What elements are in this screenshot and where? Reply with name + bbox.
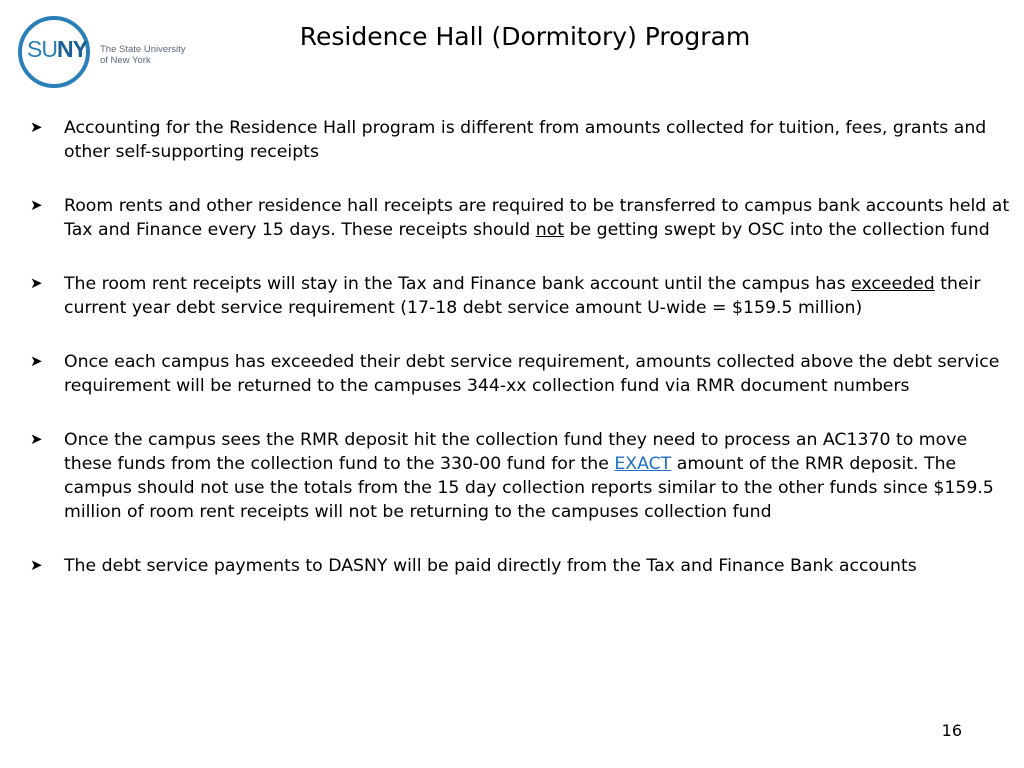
logo-subtitle-line1: The State University <box>100 44 186 55</box>
suny-logo <box>18 16 218 96</box>
arrow-bullet-icon: ➤ <box>30 352 43 370</box>
exact-link[interactable]: EXACT <box>614 454 672 474</box>
bullet-text: Accounting for the Residence Hall program is different from amounts collected for tuition, fees, grants and other self-supporting receipts <box>64 118 987 162</box>
logo-subtitle-line2: of New York <box>100 55 151 66</box>
bullet-item <box>30 116 1020 164</box>
underlined-word: exceeded <box>851 274 935 294</box>
bullet-item <box>30 194 1020 242</box>
bullet-text: amount of the RMR deposit. The campus should not use the totals from the 15 day collection reports similar to the other funds since $159.5 million of room rent receipts will not be returning to the campuses collection fund <box>64 454 994 522</box>
bullet-text: be getting swept by OSC into the collection fund <box>564 220 990 240</box>
slide-title: Residence Hall (Dormitory) Program <box>299 22 751 51</box>
bullet-item <box>30 350 1020 398</box>
arrow-bullet-icon: ➤ <box>30 196 43 214</box>
logo-mark-ny: NY <box>57 36 87 62</box>
arrow-bullet-icon: ➤ <box>30 430 43 448</box>
logo-mark <box>24 36 90 63</box>
bullet-text: The room rent receipts will stay in the Tax and Finance bank account until the campus has <box>64 274 852 294</box>
bullet-text: The debt service payments to DASNY will be paid directly from the Tax and Finance Bank accounts <box>64 556 917 576</box>
bullet-item <box>30 554 1020 578</box>
bullet-item <box>30 272 1020 320</box>
bullet-list <box>30 116 1020 608</box>
logo-mark-su: SU <box>27 36 57 62</box>
underlined-word: not <box>535 220 565 240</box>
arrow-bullet-icon: ➤ <box>30 118 43 136</box>
bullet-text: Once the campus sees the RMR deposit hit the collection fund they need to process an AC1370 to move these funds from the collection fund to the 330-00 fund for the <box>64 430 968 474</box>
arrow-bullet-icon: ➤ <box>30 556 43 574</box>
logo-subtitle <box>100 44 186 66</box>
bullet-text: Once each campus has exceeded their debt service requirement, amounts collected above the debt service requirement will be returned to the campuses 344-xx collection fund via RMR document numbers <box>64 352 1000 396</box>
bullet-text: Room rents and other residence hall receipts are required to be transferred to campus bank accounts held at Tax and Finance every 15 days. These receipts should <box>64 196 1010 240</box>
page-number: 16 <box>941 721 962 740</box>
arrow-bullet-icon: ➤ <box>30 274 43 292</box>
bullet-text: their current year debt service requirement (17-18 debt service amount U-wide = $159.5 million) <box>64 274 981 318</box>
bullet-item <box>30 428 1020 524</box>
